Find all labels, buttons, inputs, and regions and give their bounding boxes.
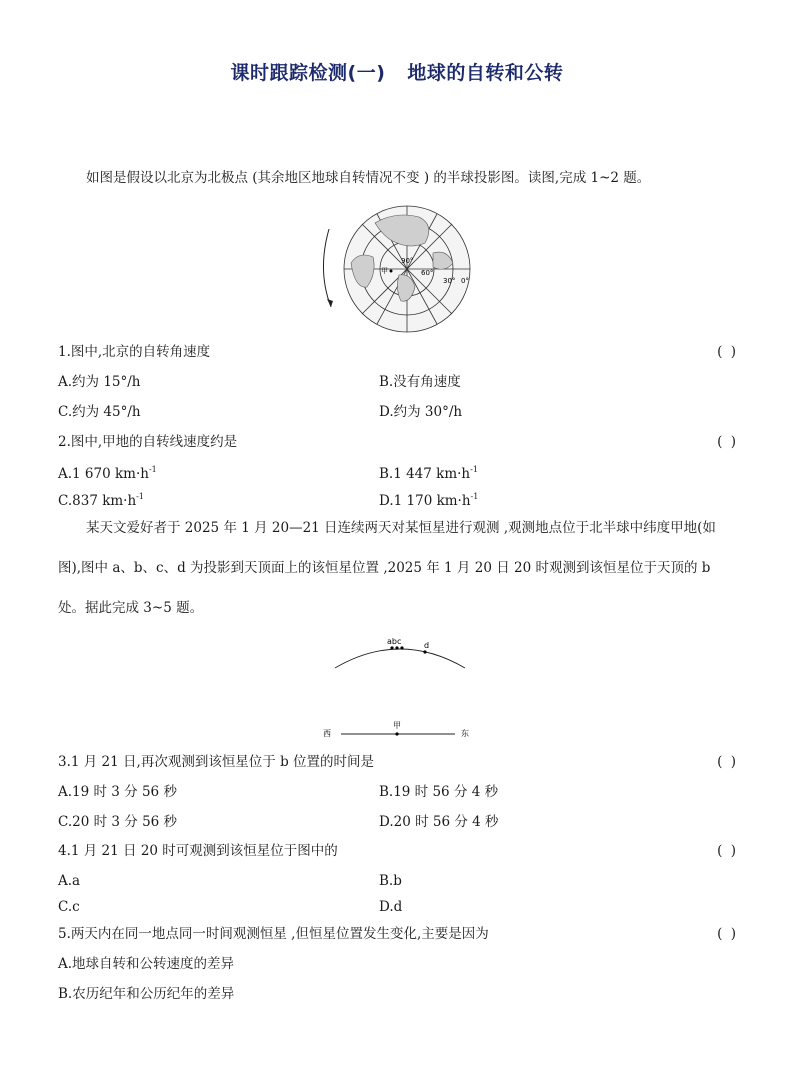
jia-point-figure1 — [390, 270, 393, 273]
q2-option-a-exp: -1 — [148, 465, 157, 474]
label-lat30: 30° — [443, 277, 456, 285]
q1-option-c[interactable]: C.约为 45°/h — [58, 404, 141, 420]
label-lat0: 0° — [461, 277, 469, 285]
q2-option-b[interactable] — [379, 460, 478, 484]
question-5-stem: 5.两天内在同一地点同一时间观测恒星 ,但恒星位置发生变化,主要是因为 — [58, 926, 489, 942]
label-abc: abc — [387, 637, 402, 646]
intro-paragraph-2: 某天文爱好者于 2025 年 1 月 20—21 日连续两天对某恒星进行观测 ,观测地点位于北半球中纬度甲地(如图),图中 a、b、c、d 为投影到天顶面上的该恒星位置 ,2025 年 1 月 20 日 20 时观测到该恒星位于天顶的 b 处。据此完成 3~5 题。 — [58, 520, 716, 616]
question-3-stem: 3.1 月 21 日,再次观测到该恒星位于 b 位置的时间是 — [58, 754, 375, 770]
question-1 — [58, 342, 738, 362]
q3-option-b[interactable]: B.19 时 56 分 4 秒 — [379, 784, 499, 800]
rotation-arrow — [323, 229, 333, 307]
star-c — [400, 646, 403, 649]
question-4-stem: 4.1 月 21 日 20 时可观测到该恒星位于图中的 — [58, 843, 338, 859]
label-jia-fig1: 甲 — [381, 267, 388, 275]
q3-option-a[interactable]: A.19 时 3 分 56 秒 — [58, 784, 177, 800]
question-2-stem: 2.图中,甲地的自转线速度约是 — [58, 434, 238, 450]
jia-point-figure2 — [395, 732, 398, 735]
hemisphere-figure — [315, 203, 475, 341]
answer-paren-4[interactable]: ( ) — [717, 843, 738, 859]
q1-option-b[interactable]: B.没有角速度 — [379, 374, 461, 390]
label-d: d — [424, 641, 430, 650]
q2-option-b-text: B.1 447 km·h — [379, 466, 471, 482]
q4-option-b[interactable]: B.b — [379, 873, 402, 889]
q2-option-d-exp: -1 — [470, 492, 479, 501]
q2-option-a-text: A.1 670 km·h — [58, 466, 149, 482]
q5-option-a[interactable]: A.地球自转和公转速度的差异 — [58, 956, 235, 972]
answer-paren-2[interactable]: ( ) — [717, 434, 738, 450]
label-west: 西 — [323, 729, 331, 738]
q2-option-d-text: D.1 170 km·h — [379, 493, 471, 509]
label-lat60: 60° — [421, 269, 434, 277]
question-3 — [58, 752, 738, 772]
q2-option-a[interactable] — [58, 460, 157, 484]
q4-option-d[interactable]: D.d — [379, 899, 403, 915]
q1-option-d[interactable]: D.约为 30°/h — [379, 404, 463, 420]
q4-option-c[interactable]: C.c — [58, 899, 80, 915]
question-4 — [58, 841, 738, 861]
star-d — [423, 650, 426, 653]
question-5 — [58, 924, 738, 944]
star-a — [390, 646, 393, 649]
q4-option-a[interactable]: A.a — [58, 873, 81, 889]
q2-option-b-exp: -1 — [470, 465, 478, 474]
intro-paragraph-1: 如图是假设以北京为北极点 (其余地区地球自转情况不变 ) 的半球投影图。读图,完成 1~2 题。 — [86, 170, 651, 186]
title-part1: 课时跟踪检测(一) — [230, 62, 386, 84]
label-jia-fig2: 甲 — [393, 721, 401, 730]
question-2 — [58, 432, 738, 452]
answer-paren-1[interactable]: ( ) — [717, 344, 738, 360]
q2-option-c-text: C.837 km·h — [58, 493, 137, 509]
zenith-figure — [315, 632, 485, 740]
star-b — [395, 646, 398, 649]
q2-option-c-exp: -1 — [136, 492, 144, 501]
answer-paren-3[interactable]: ( ) — [717, 754, 738, 770]
zenith-arc — [335, 649, 465, 668]
question-1-stem: 1.图中,北京的自转角速度 — [58, 344, 211, 360]
q5-option-b[interactable]: B.农历纪年和公历纪年的差异 — [58, 986, 235, 1002]
page-title — [0, 58, 794, 85]
q3-option-c[interactable]: C.20 时 3 分 56 秒 — [58, 814, 178, 830]
q3-option-d[interactable]: D.20 时 56 分 4 秒 — [379, 814, 499, 830]
answer-paren-5[interactable]: ( ) — [717, 926, 738, 942]
label-lat90: 90° — [401, 257, 414, 265]
label-east: 东 — [461, 729, 469, 738]
q1-option-a[interactable]: A.约为 15°/h — [58, 374, 141, 390]
title-part2: 地球的自转和公转 — [407, 62, 564, 84]
